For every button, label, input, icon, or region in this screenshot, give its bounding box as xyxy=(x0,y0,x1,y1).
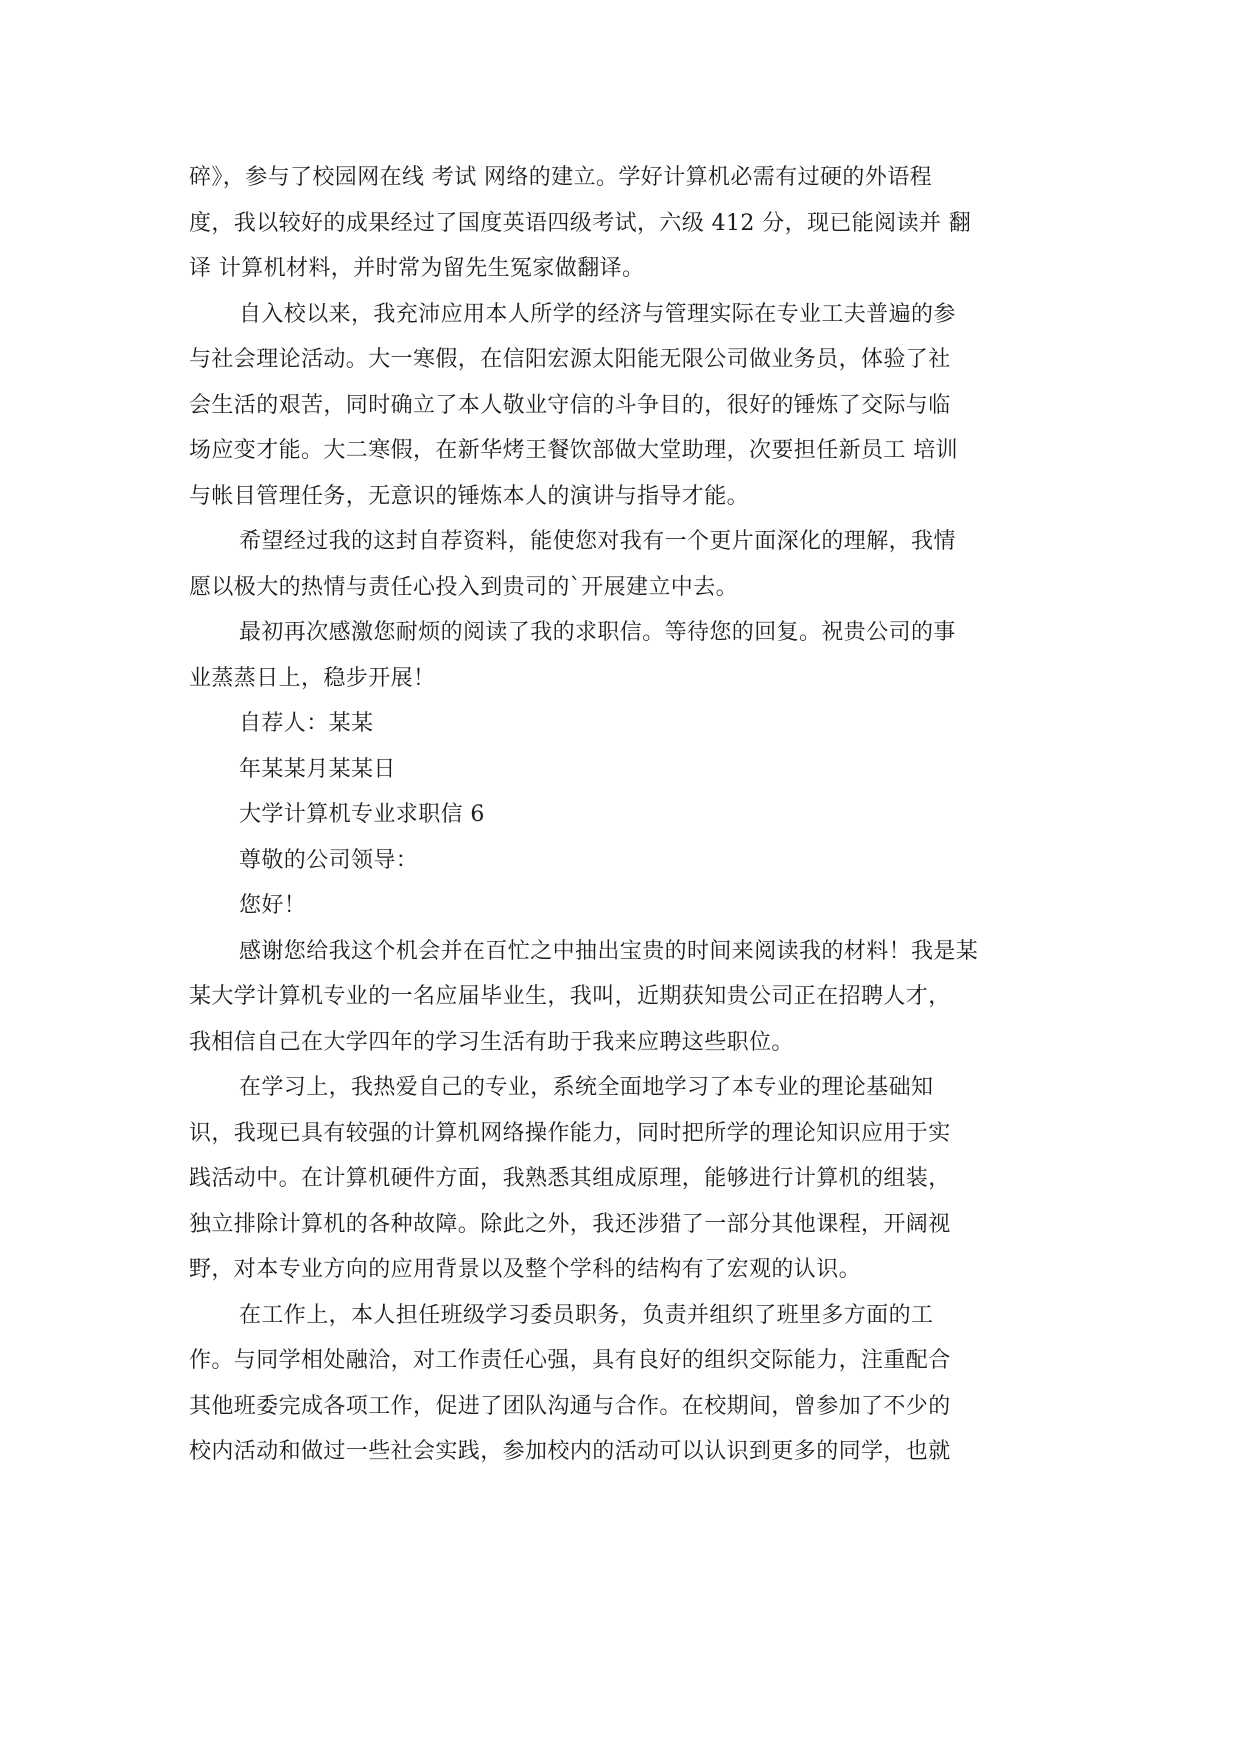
document-text-line: 年某某月某某日 xyxy=(239,756,396,782)
document-text-line: 最初再次感激您耐烦的阅读了我的求职信。等待您的回复。祝贵公司的事 xyxy=(239,620,956,645)
document-text-line: 在工作上，本人担任班级学习委员职务，负责并组织了班里多方面的工 xyxy=(239,1302,934,1328)
document-text-line: 自荐人：某某 xyxy=(239,711,374,736)
document-text-line: 译 计算机材料，并时常为留先生冤家做翻译。 xyxy=(189,256,645,281)
document-text-line: 其他班委完成各项工作，促进了团队沟通与合作。在校期间，曾参加了不少的 xyxy=(189,1393,951,1419)
document-text-line: 校内活动和做过一些社会实践，参加校内的活动可以认识到更多的同学，也就 xyxy=(189,1439,951,1464)
document-text-line: 某大学计算机专业的一名应届毕业生，我叫，近期获知贵公司正在招聘人才， xyxy=(189,984,951,1009)
document-text-line: 度，我以较好的成果经过了国度英语四级考试，六级 412 分，现已能阅读并 翻 xyxy=(189,210,972,236)
document-text-line: 愿以极大的热情与责任心投入到贵司的`开展建立中去。 xyxy=(189,574,739,600)
document-text-line: 与帐目管理任务，无意识的锤炼本人的演讲与指导才能。 xyxy=(189,483,750,509)
document-text-line: 自入校以来，我充沛应用本人所学的经济与管理实际在专业工夫普遍的参 xyxy=(239,301,956,327)
document-text-line: 业蒸蒸日上，稳步开展！ xyxy=(189,665,436,691)
document-text-line: 大学计算机专业求职信 6 xyxy=(239,802,485,827)
document-text-line: 作。与同学相处融洽，对工作责任心强，具有良好的组织交际能力，注重配合 xyxy=(189,1348,951,1373)
document-text-line: 希望经过我的这封自荐资料，能使您对我有一个更片面深化的理解，我情 xyxy=(239,529,956,554)
document-text-line: 识，我现已具有较强的计算机网络操作能力，同时把所学的理论知识应用于实 xyxy=(189,1120,951,1146)
document-text-line: 野，对本专业方向的应用背景以及整个学科的结构有了宏观的认识。 xyxy=(189,1257,862,1282)
document-text-line: 独立排除计算机的各种故障。除此之外，我还涉猎了一部分其他课程，开阔视 xyxy=(189,1211,951,1237)
document-text-line: 会生活的艰苦，同时确立了本人敬业守信的斗争目的，很好的锤炼了交际与临 xyxy=(189,392,951,418)
document-text-line: 我相信自己在大学四年的学习生活有助于我来应聘这些职位。 xyxy=(189,1029,794,1055)
document-text-line: 感谢您给我这个机会并在百忙之中抽出宝贵的时间来阅读我的材料！我是某 xyxy=(239,938,979,964)
document-text-line: 场应变才能。大二寒假，在新华烤王餐饮部做大堂助理，次要担任新员工 培训 xyxy=(189,438,958,463)
document-text-line: 在学习上，我热爱自己的专业，系统全面地学习了本专业的理论基础知 xyxy=(239,1075,934,1100)
document-body xyxy=(189,155,1051,1475)
document-text-line: 尊敬的公司领导： xyxy=(239,847,419,873)
document-text-line: 践活动中。在计算机硬件方面，我熟悉其组成原理，能够进行计算机的组装， xyxy=(189,1166,951,1191)
document-text-line: 与社会理论活动。大一寒假，在信阳宏源太阳能无限公司做业务员，体验了社 xyxy=(189,347,951,372)
document-text-line: 您好！ xyxy=(239,893,307,918)
document-text-line: 碎》，参与了校园网在线 考试 网络的建立。学好计算机必需有过硬的外语程 xyxy=(189,165,932,190)
